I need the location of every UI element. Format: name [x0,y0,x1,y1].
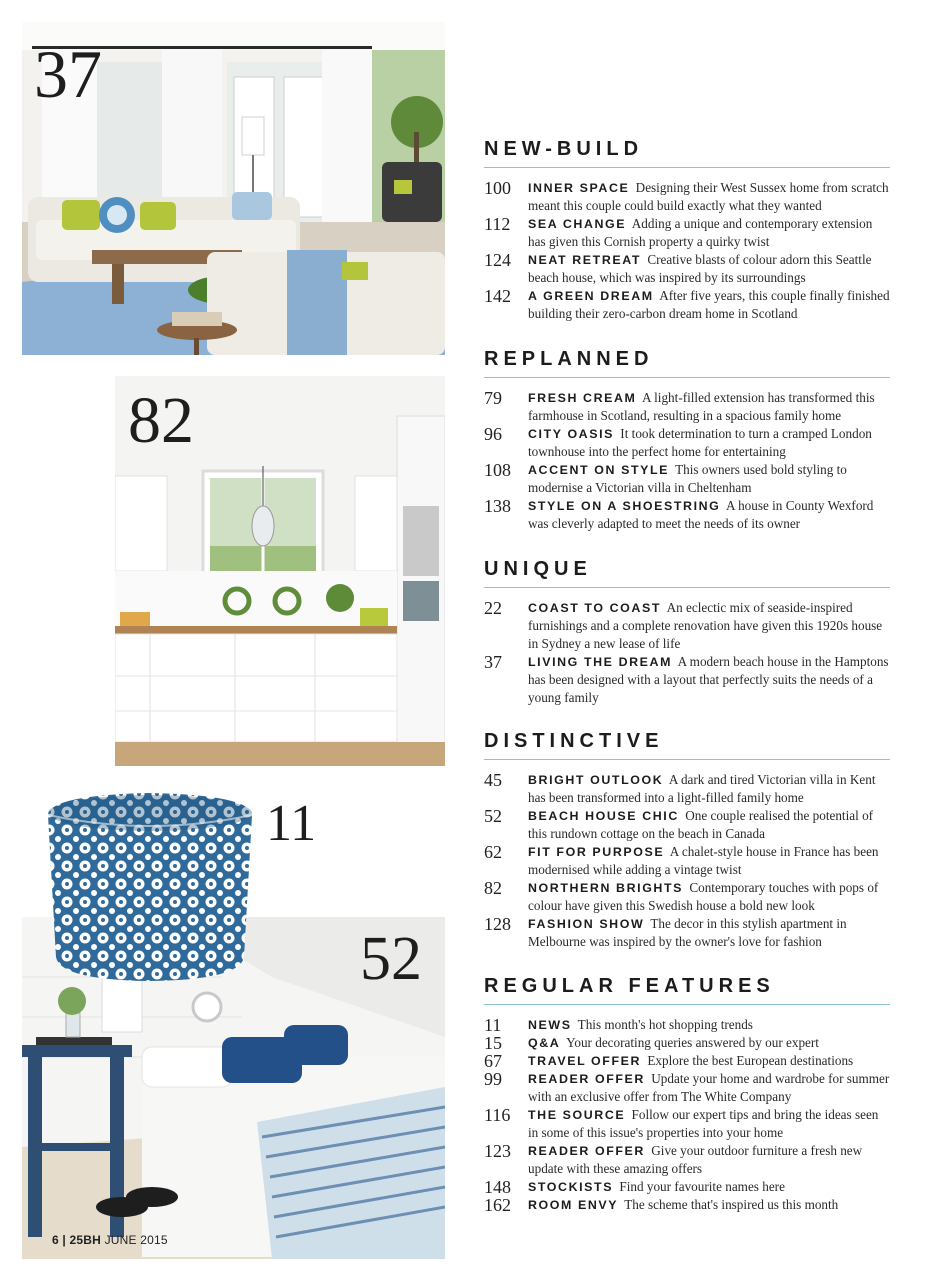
contents-entry[interactable] [484,1178,890,1196]
entry-page-number: 162 [484,1195,511,1215]
entry-text [528,653,890,707]
contents-entry[interactable] [484,1106,890,1142]
entry-page-number: 128 [484,914,511,934]
entry-title: TRAVEL OFFER [528,1054,642,1068]
entry-title: CITY OASIS [528,427,614,441]
patterned-basket-illustration [40,785,260,985]
entry-text [528,1106,890,1142]
entry-description: Your decorating queries answered by our expert [566,1035,819,1050]
entry-text [528,497,890,533]
contents-entry[interactable] [484,1142,890,1178]
contents-entry[interactable] [484,771,890,807]
contents-entry[interactable] [484,425,890,461]
section-heading: DISTINCTIVE [484,730,890,760]
entry-description: A modern beach house in the Hamptons has been designed with a layout that perfectly suits the needs of a young family [528,654,889,705]
folio-issue-date: JUNE 2015 [104,1233,168,1247]
section-unique [484,558,890,707]
section-heading: NEW-BUILD [484,138,890,168]
entry-page-number: 15 [484,1033,502,1053]
contents-entry[interactable] [484,843,890,879]
entry-text [528,807,890,843]
section-replanned [484,348,890,533]
entry-title: NEWS [528,1018,572,1032]
section-distinctive [484,730,890,951]
entry-description: Find your favourite names here [619,1179,785,1194]
entry-page-number: 142 [484,286,511,306]
entry-title: SEA CHANGE [528,217,627,231]
entry-page-number: 124 [484,250,511,270]
entry-page-number: 116 [484,1105,511,1125]
entry-text [528,179,890,215]
entry-page-number: 108 [484,460,511,480]
living-room-page-number: 37 [34,36,102,112]
entry-description: Creative blasts of colour adorn this Seattle beach house, which was inspired by its surroundings [528,252,872,285]
entry-title: LIVING THE DREAM [528,655,673,669]
entry-title: A GREEN DREAM [528,289,654,303]
entry-text [528,915,890,951]
entry-page-number: 82 [484,878,502,898]
entry-title: BRIGHT OUTLOOK [528,773,664,787]
contents-entry[interactable] [484,287,890,323]
entry-text [528,771,890,807]
contents-entry[interactable] [484,1196,890,1214]
entry-text [528,1016,890,1034]
entry-description: Contemporary touches with pops of colour have given this Swedish house a bold new look [528,880,879,913]
entry-description: A light-filled extension has transformed this farmhouse in Scotland, resulting in a spacious family home [528,390,875,423]
entry-text [528,1052,890,1070]
entry-title: STOCKISTS [528,1180,614,1194]
folio-page-number: 6 [52,1233,59,1247]
basket-page-number: 11 [266,795,317,852]
page-folio [52,1233,168,1247]
entry-text [528,425,890,461]
entry-description: Adding a unique and contemporary extension has given this Cornish property a quirky twist [528,216,873,249]
contents-entry[interactable] [484,1070,890,1106]
entry-text [528,879,890,915]
entry-text [528,1178,890,1196]
folio-separator: | [62,1233,66,1247]
section-heading: REPLANNED [484,348,890,378]
contents-entry[interactable] [484,389,890,425]
entry-text [528,1070,890,1106]
entry-description: A house in County Wexford was cleverly adapted to meet the needs of its owner [528,498,874,531]
entry-text [528,251,890,287]
entry-title: ACCENT ON STYLE [528,463,670,477]
entry-title: NEAT RETREAT [528,253,642,267]
section-heading: UNIQUE [484,558,890,588]
entry-page-number: 138 [484,496,511,516]
contents-entry[interactable] [484,807,890,843]
entry-page-number: 148 [484,1177,511,1197]
entry-page-number: 99 [484,1069,502,1089]
entry-page-number: 67 [484,1051,502,1071]
entry-description: An eclectic mix of seaside-inspired furnishings and a complete renovation have given this 1920s house in Sydney a new lease of life [528,600,883,651]
entry-text [528,599,890,653]
section-regular-features [484,975,890,1214]
contents-entry[interactable] [484,1034,890,1052]
entry-text [528,389,890,425]
entry-title: BEACH HOUSE CHIC [528,809,679,823]
entry-page-number: 22 [484,598,502,618]
entry-text [528,843,890,879]
entry-description: Give your outdoor furniture a fresh new update with these amazing offers [528,1143,863,1176]
entry-description: Explore the best European destinations [647,1053,854,1068]
contents-entry[interactable] [484,215,890,251]
contents-entry[interactable] [484,915,890,951]
entry-title: Q&A [528,1036,561,1050]
entry-title: COAST TO COAST [528,601,662,615]
entry-text [528,1196,890,1214]
entry-description: Follow our expert tips and bring the ideas seen in some of this issue's properties into your home [528,1107,879,1140]
entry-page-number: 100 [484,178,511,198]
entry-page-number: 123 [484,1141,511,1161]
entry-text [528,287,890,323]
entry-title: READER OFFER [528,1144,645,1158]
entry-page-number: 112 [484,214,511,234]
entry-text [528,1142,890,1178]
contents-entry[interactable] [484,653,890,707]
entry-description: After five years, this couple finally finished building their zero-carbon dream home in Scotland [528,288,890,321]
contents-entry[interactable] [484,461,890,497]
contents-entry[interactable] [484,251,890,287]
entry-page-number: 45 [484,770,502,790]
entry-title: THE SOURCE [528,1108,626,1122]
entry-page-number: 37 [484,652,502,672]
contents-entry[interactable] [484,179,890,215]
folio-magazine-name: 25BH [69,1233,102,1247]
contents-entry[interactable] [484,497,890,533]
entry-title: FRESH CREAM [528,391,637,405]
entry-title: ROOM ENVY [528,1198,619,1212]
bedroom-page-number: 52 [360,925,422,993]
entry-title: READER OFFER [528,1072,645,1086]
contents-entry[interactable] [484,1052,890,1070]
entry-description: This month's hot shopping trends [577,1017,753,1032]
entry-description: The decor in this stylish apartment in Melbourne was inspired by the owner's love for fashion [528,916,847,949]
entry-title: STYLE ON A SHOESTRING [528,499,721,513]
entry-description: A chalet-style house in France has been modernised while adding a vintage twist [528,844,879,877]
entry-title: NORTHERN BRIGHTS [528,881,684,895]
entry-description: Designing their West Sussex home from scratch meant this couple could build exactly what they wanted [528,180,889,213]
entry-text [528,1034,890,1052]
kitchen-page-number: 82 [128,384,194,457]
basket-photo [40,785,260,985]
entry-description: One couple realised the potential of this rundown cottage on the beach in Canada [528,808,874,841]
entry-page-number: 11 [484,1015,502,1035]
entry-title: FIT FOR PURPOSE [528,845,665,859]
entry-page-number: 79 [484,388,502,408]
entry-text [528,461,890,497]
entry-description: It took determination to turn a cramped London townhouse into the perfect home for entertaining [528,426,872,459]
section-new-build [484,138,890,323]
section-heading: REGULAR FEATURES [484,975,890,1005]
entry-title: INNER SPACE [528,181,630,195]
contents-entry[interactable] [484,599,890,653]
entry-page-number: 96 [484,424,502,444]
contents-entry[interactable] [484,1016,890,1034]
entry-description: A dark and tired Victorian villa in Kent has been transformed into a light-filled family home [528,772,876,805]
entry-page-number: 62 [484,842,502,862]
contents-entry[interactable] [484,879,890,915]
entry-description: This owners used bold styling to modernise a Victorian villa in Cheltenham [528,462,847,495]
entry-title: FASHION SHOW [528,917,645,931]
entry-text [528,215,890,251]
entry-description: Update your home and wardrobe for summer with an exclusive offer from The White Company [528,1071,890,1104]
entry-page-number: 52 [484,806,502,826]
entry-description: The scheme that's inspired us this month [624,1197,839,1212]
